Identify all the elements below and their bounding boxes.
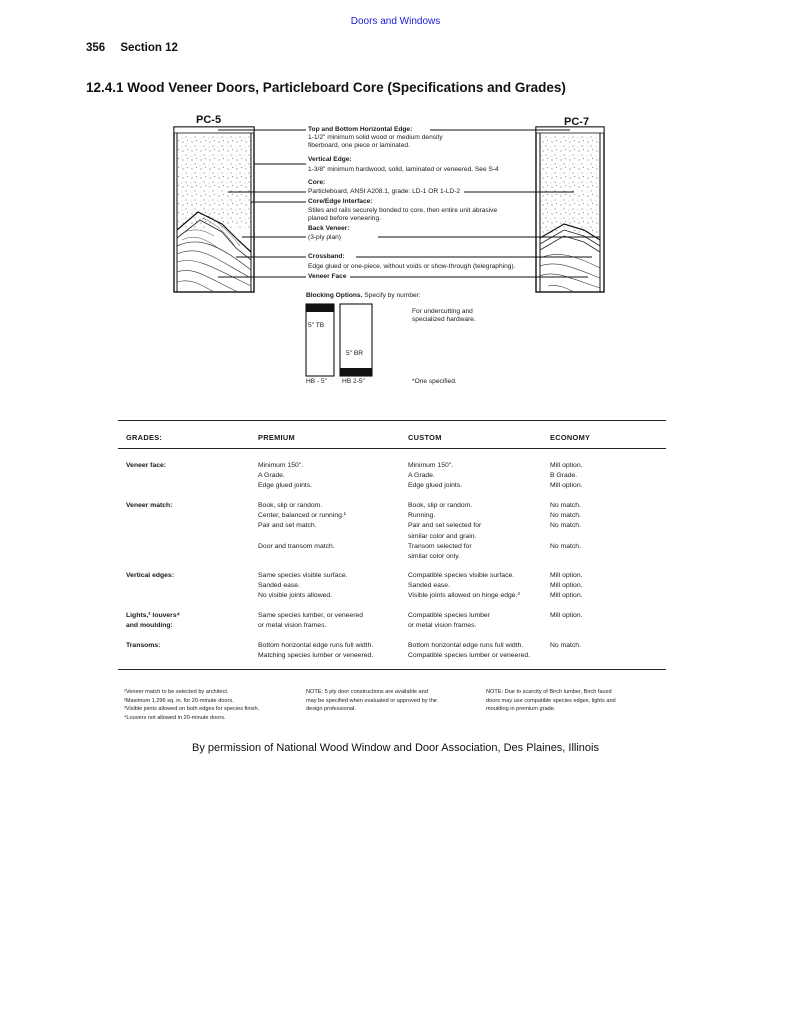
table-row xyxy=(118,611,666,641)
economy-cell: No match. No match. No match. No match. xyxy=(550,502,581,550)
table-row xyxy=(118,571,666,611)
top-bottom-edge-text-1: 1-1/2" minimum solid wood or medium density xyxy=(308,134,443,141)
crossband-heading: Crossband: xyxy=(308,253,345,260)
premium-cell: Bottom horizontal edge runs full width. Matching species lumber or veneered. xyxy=(258,642,374,660)
row-label: Veneer face: xyxy=(126,462,167,469)
table-row xyxy=(118,641,666,669)
core-edge-interface-text-1: Stiles and rails securely bonded to core, then entire unit abrasive xyxy=(308,207,498,214)
blocking-note-1: For undercutting and xyxy=(412,308,473,315)
door-pc7-section xyxy=(536,127,604,292)
door-label-pc7: PC-7 xyxy=(564,116,590,128)
footnotes-right: NOTE: Due to scarcity of Birch lumber, Birch faced doors may use compatible species edges, lights and moulding in premium grade. xyxy=(486,689,616,713)
blocking-left-caption: HB - 5" xyxy=(306,378,328,385)
vertical-edge-text: 1-3/8" minimum hardwood, solid, laminated or veneered. See S-4 xyxy=(308,166,499,173)
custom-cell: Bottom horizontal edge runs full width. Compatible species lumber or veneered. xyxy=(408,642,531,660)
section-label: Section 12 xyxy=(120,42,178,54)
vertical-edge-heading: Vertical Edge: xyxy=(308,156,352,163)
header-custom: CUSTOM xyxy=(408,433,442,442)
core-edge-interface-heading: Core/Edge Interface: xyxy=(308,198,373,205)
permission-credit: By permission of National Wood Window and Door Association, Des Plaines, Illinois xyxy=(192,742,599,754)
door-diagram xyxy=(118,112,678,402)
table-row xyxy=(118,461,666,501)
row-label: Veneer match: xyxy=(126,502,173,509)
back-veneer-text: (3-ply plan) xyxy=(308,234,341,241)
row-label: Lights,² louvers⁴ and moulding: xyxy=(126,612,180,630)
custom-cell: Minimum 150". A Grade. Edge glued joints. xyxy=(408,462,463,490)
table-header-rule xyxy=(118,448,666,449)
custom-cell: Compatible species lumber or metal vision frames. xyxy=(408,612,490,630)
economy-cell: Mill option. B Grade. Mill option. xyxy=(550,462,583,490)
top-bottom-edge-text-2: fiberboard, one piece or laminated. xyxy=(308,142,410,149)
veneer-face-heading: Veneer Face xyxy=(308,273,347,280)
row-label: Transoms: xyxy=(126,642,161,649)
row-label: Vertical edges: xyxy=(126,572,174,579)
door-construction-figure xyxy=(118,112,678,402)
back-veneer-heading: Back Veneer: xyxy=(308,225,350,232)
premium-cell: Same species visible surface. Sanded ease. No visible joints allowed. xyxy=(258,572,348,600)
doors-and-windows-link[interactable]: Doors and Windows xyxy=(350,16,441,27)
door-label-pc5: PC-5 xyxy=(196,114,222,126)
core-text: Particleboard, ANSI A208.1, grade: LD-1 OR 1-LD-2 xyxy=(308,188,461,195)
blocking-left-inner: 5" TB xyxy=(308,322,325,329)
crossband-text: Edge glued or one-piece, without voids or show-through (telegraphing). xyxy=(308,263,516,270)
blocking-options-boxes xyxy=(306,304,372,376)
premium-cell: Same species lumber, or veneered or metal vision frames. xyxy=(258,612,364,630)
blocking-specified-note: *One specified. xyxy=(412,378,457,385)
economy-cell: No match. xyxy=(550,642,581,649)
page-number: 356 xyxy=(86,42,106,54)
premium-cell: Book, slip or random. Center, balanced or running.¹ Pair and set match. Door and transom match. xyxy=(258,502,347,550)
table-bottom-rule xyxy=(118,669,666,670)
blocking-options-title: Blocking Options. Specify by number: xyxy=(306,292,421,299)
economy-cell: Mill option. xyxy=(550,612,583,619)
grades-table xyxy=(118,420,666,670)
footnotes-middle: NOTE: 5 ply door constructions are available and may be specified when evaluated or approved by the design professional. xyxy=(306,689,437,713)
premium-cell: Minimum 150". A Grade. Edge glued joints. xyxy=(258,462,313,490)
door-pc5-section xyxy=(174,127,254,292)
top-bottom-edge-heading: Top and Bottom Horizontal Edge: xyxy=(308,126,413,133)
page-header xyxy=(86,42,190,54)
blocking-right-caption: HB 2-5" xyxy=(342,378,365,385)
header-grades: GRADES: xyxy=(126,433,163,442)
custom-cell: Compatible species visible surface. Sanded ease. Visible joints allowed on hinge edge.³ xyxy=(408,572,520,600)
grades-header-row xyxy=(118,421,666,445)
header-economy: ECONOMY xyxy=(550,433,591,442)
core-edge-interface-text-2: planed before veneering. xyxy=(308,215,381,222)
custom-cell: Book, slip or random. Running. Pair and set selected for similar color and grain. Transom selected for similar color only. xyxy=(408,502,482,561)
table-footnotes xyxy=(124,688,664,738)
core-heading: Core: xyxy=(308,179,326,186)
blocking-right-inner: 5" BR xyxy=(346,350,363,357)
header-premium: PREMIUM xyxy=(258,433,295,442)
blocking-note-2: specialized hardware. xyxy=(412,316,476,323)
economy-cell: Mill option. Mill option. Mill option. xyxy=(550,572,583,600)
table-row xyxy=(118,501,666,571)
footnotes-left: ¹Veneer match to be selected by architect. ²Maximum 1,296 sq. in. for 20-minute doors. ³Visible joints allowed on both edges for species finish. ⁴Louvers not allowed in 20-minute doors. xyxy=(124,689,260,721)
page-title: 12.4.1 Wood Veneer Doors, Particleboard Core (Specifications and Grades) xyxy=(86,80,566,95)
